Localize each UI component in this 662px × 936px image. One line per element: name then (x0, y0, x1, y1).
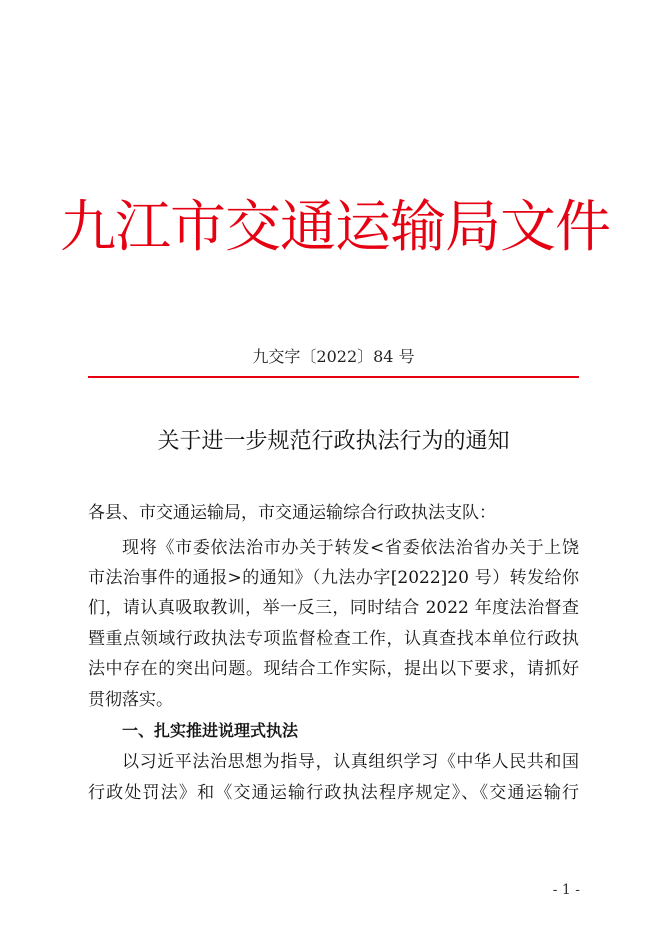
red-separator-line (88, 376, 579, 378)
body-line: 行政处罚法》和《交通运输行政执法程序规定》、《交通运输行 (88, 783, 579, 803)
body-line: 们，请认真吸取教训，举一反三，同时结合 2022 年度法治督查 (88, 598, 579, 618)
body-line: 暨重点领域行政执法专项监督检查工作，认真查找本单位行政执 (88, 629, 579, 649)
body-line: 法中存在的突出问题。现结合工作实际，提出以下要求，请抓好 (88, 659, 579, 679)
body-line: 贯彻落实。 (88, 690, 173, 710)
document-number: 九交字〔2022〕84 号 (252, 347, 415, 366)
body-line: 现将《市委依法治市办关于转发<省委依法治省办关于上饶 (122, 538, 579, 558)
body-line: 市法治事件的通报>的通知》（九法办字[2022]20 号）转发给你 (88, 568, 579, 588)
notice-title: 关于进一步规范行政执法行为的通知 (157, 429, 510, 454)
body-line: 以习近平法治思想为指导，认真组织学习《中华人民共和国 (122, 752, 579, 772)
red-header-title: 九江市交通运输局文件 (60, 195, 610, 260)
section-heading: 一、扎实推进说理式执法 (122, 721, 299, 740)
addressee-line: 各县、市交通运输局，市交通运输综合行政执法支队： (88, 503, 496, 523)
page-number: - 1 - (552, 882, 580, 898)
